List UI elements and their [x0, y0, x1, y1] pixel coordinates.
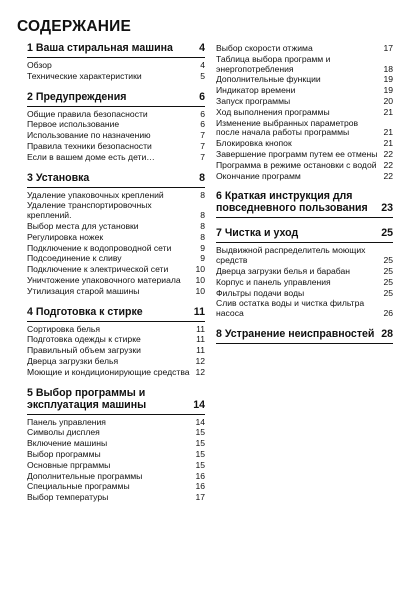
- toc-entry-title: Сортировка белья: [27, 323, 101, 334]
- toc-entry-title: Правила техники безопасности: [27, 140, 152, 151]
- toc-entry-page: 15: [195, 427, 205, 438]
- section-heading: [216, 328, 393, 344]
- toc-entry: [27, 276, 205, 286]
- toc-entry: [216, 55, 393, 75]
- toc-entry: [216, 119, 393, 139]
- toc-entry-title: Выбор программы: [27, 448, 101, 459]
- toc-entry-title: Включение машины: [27, 438, 108, 449]
- toc-entry: [216, 108, 393, 118]
- toc-entry-page: 8: [200, 220, 205, 231]
- toc-entry-page: 19: [383, 74, 393, 85]
- toc-entry-page: 20: [383, 95, 393, 106]
- toc-entry: [216, 172, 393, 182]
- toc-entry-title: Правильный объем загрузки: [27, 345, 141, 356]
- toc-entry-title: Слив остатка воды и чистка фильтра насоса: [216, 298, 365, 319]
- toc-entry-page: 10: [195, 274, 205, 285]
- toc-entry-page: 22: [383, 159, 393, 170]
- toc-entry-title: Блокировка кнопок: [216, 138, 292, 149]
- toc-entry-page: 14: [195, 416, 205, 427]
- section-title: 7 Чистка и уход: [216, 227, 299, 240]
- toc-entry: [216, 299, 393, 319]
- toc-entry-title: Обзор: [27, 60, 52, 70]
- toc-entry: [216, 139, 393, 149]
- section-title: 1 Ваша стиральная машина: [27, 42, 173, 54]
- toc-entry-page: 22: [383, 170, 393, 181]
- toc-entry-page: 16: [195, 481, 205, 492]
- toc-entry-page: 9: [200, 242, 205, 253]
- toc-entry: [216, 75, 393, 85]
- toc-entry-title: Технические характеристики: [27, 70, 142, 81]
- toc-entry-title: Общие правила безопасности: [27, 108, 148, 119]
- toc-entry-page: 15: [195, 459, 205, 470]
- toc-entry-page: 7: [200, 140, 205, 151]
- toc-entry: [27, 346, 205, 356]
- toc-section: [216, 227, 393, 319]
- toc-entry-page: 9: [200, 253, 205, 264]
- toc-entry-title: Основные прграммы: [27, 459, 111, 470]
- toc-entry: [216, 44, 393, 54]
- toc-entry-title: Утилизация старой машины: [27, 285, 140, 296]
- toc-entry-page: 18: [383, 63, 393, 74]
- toc-entry-title: Подключение к водопроводной сети: [27, 242, 172, 253]
- toc-entry: [27, 287, 205, 297]
- toc-entry-page: 8: [200, 231, 205, 242]
- section-page-number: 25: [381, 227, 393, 240]
- toc-section: [216, 328, 393, 344]
- toc-entry-page: 10: [195, 264, 205, 275]
- toc-entry-title: Дверца загрузки белья и барабан: [216, 265, 351, 276]
- toc-entry: [27, 153, 205, 163]
- toc-entry: [27, 61, 205, 71]
- section-page-number: 28: [381, 327, 393, 340]
- toc-entry-page: 15: [195, 448, 205, 459]
- section-page-number: 4: [199, 42, 205, 54]
- toc-entry-title: Выбор места для установки: [27, 220, 139, 231]
- toc-entry-title: Первое использование: [27, 119, 120, 130]
- toc-entry-title: Подготовка одежды к стирке: [27, 334, 141, 345]
- toc-entry-title: Выдвижной распределитель моющих средств: [216, 245, 366, 266]
- section-heading: [27, 387, 205, 415]
- toc-left-column: [27, 42, 205, 512]
- toc-entry: [27, 439, 205, 449]
- toc-entry-title: Символы дисплея: [27, 427, 100, 438]
- toc-entry-page: 11: [196, 334, 205, 345]
- toc-entry: [27, 201, 205, 221]
- toc-entry-page: 15: [195, 438, 205, 449]
- toc-entry-title: Фильтры подачи воды: [216, 287, 305, 298]
- toc-entry-title: Подсоединение к сливу: [27, 253, 122, 264]
- section-title: 5 Выбор программы и эксплуатация машины: [27, 386, 147, 411]
- toc-entry: [27, 335, 205, 345]
- section-title: 3 Установка: [27, 171, 90, 184]
- toc-entry-page: 10: [195, 285, 205, 296]
- toc-section: [27, 387, 205, 503]
- section-title: 6 Краткая инструкция для повседневного пользования: [216, 190, 368, 215]
- toc-entry-title: Завершение программ путем ее отмены: [216, 148, 378, 159]
- toc-entry-title: Индикатор времени: [216, 85, 296, 96]
- toc-entry: [216, 150, 393, 160]
- toc-entry-title: Удаление транспортировочных креплений.: [27, 200, 152, 221]
- toc-entry: [216, 246, 393, 266]
- toc-entry-title: Ход выполнения программы: [216, 106, 330, 117]
- section-page-number: 8: [199, 171, 205, 184]
- section-page-number: 6: [199, 90, 205, 103]
- toc-entry-page: 4: [200, 60, 205, 70]
- toc-entry-page: 11: [196, 345, 205, 356]
- toc-section: [27, 91, 205, 163]
- toc-section: [216, 190, 393, 218]
- toc-entry-title: Выбор скорости отжима: [216, 43, 313, 53]
- toc-entry-page: 21: [383, 106, 393, 117]
- toc-entry: [27, 233, 205, 243]
- toc-entry-title: Выбор температуры: [27, 492, 109, 503]
- toc-section: [27, 42, 205, 82]
- toc-entry: [216, 278, 393, 288]
- toc-entry-page: 11: [196, 323, 205, 334]
- toc-entry-page: 7: [200, 130, 205, 141]
- toc-entry: [216, 267, 393, 277]
- toc-section: [27, 306, 205, 378]
- section-page-number: 11: [193, 305, 205, 318]
- toc-entry: [27, 120, 205, 130]
- toc-entry: [27, 461, 205, 471]
- section-heading: [27, 91, 205, 107]
- toc-entry-title: Моющие и кондиционирующие средства: [27, 366, 190, 377]
- toc-entry: [27, 472, 205, 482]
- toc-entry-title: Изменение выбранных параметров после начала работы программы: [216, 117, 359, 138]
- toc-entry: [216, 86, 393, 96]
- toc-entry-title: Корпус и панель управления: [216, 276, 331, 287]
- toc-entry-page: 17: [195, 492, 205, 503]
- page-title: СОДЕРЖАНИЕ: [17, 18, 132, 35]
- toc-entry-title: Запуск программы: [216, 95, 291, 106]
- toc-entry: [27, 418, 205, 428]
- toc-entry-title: Дополнительные программы: [27, 470, 143, 481]
- toc-entry: [27, 265, 205, 275]
- toc-entry-page: 8: [200, 189, 205, 200]
- toc-entry-page: 26: [383, 308, 393, 319]
- toc-entry-page: 8: [200, 210, 205, 221]
- toc-entry-page: 12: [195, 366, 205, 377]
- toc-entry: [216, 289, 393, 299]
- toc-entry: [27, 191, 205, 201]
- section-title: 4 Подготовка к стирке: [27, 305, 143, 318]
- toc-entry-title: Дверца загрузки белья: [27, 355, 119, 366]
- section-title: 2 Предупреждения: [27, 90, 127, 103]
- section-heading: [27, 306, 205, 322]
- toc-entry: [216, 161, 393, 171]
- toc-entry-page: 5: [200, 70, 205, 81]
- toc-entry: [27, 244, 205, 254]
- toc-entry-title: Дополнительные функции: [216, 74, 321, 85]
- toc-entry: [27, 142, 205, 152]
- toc-entry: [27, 72, 205, 82]
- toc-entry-title: Подключение к электрической сети: [27, 264, 169, 275]
- toc-entry: [27, 368, 205, 378]
- section-heading: [216, 190, 393, 218]
- toc-entry-page: 22: [383, 148, 393, 159]
- toc-entry-title: Если в вашем доме есть дети…: [27, 151, 155, 162]
- toc-entry-title: Программа в режиме остановки с водой: [216, 159, 377, 170]
- toc-entry-page: 25: [383, 265, 393, 276]
- toc-entry-title: Удаление упаковочных креплений: [27, 189, 164, 200]
- toc-entry-title: Панель управления: [27, 416, 106, 427]
- toc-entry-title: Специальные программы: [27, 481, 130, 492]
- toc-entry-page: 25: [383, 255, 393, 266]
- toc-entry-title: Уничтожение упаковочного материала: [27, 274, 181, 285]
- section-heading: [27, 172, 205, 188]
- toc-entry-page: 16: [195, 470, 205, 481]
- toc-entry-title: Окончание программ: [216, 170, 301, 181]
- section-page-number: 23: [381, 202, 393, 215]
- section-page-number: 14: [193, 398, 205, 411]
- toc-entry: [27, 110, 205, 120]
- toc-entry: [27, 357, 205, 367]
- toc-entry: [216, 97, 393, 107]
- toc-entry-page: 25: [383, 276, 393, 287]
- toc-entry-page: 12: [195, 355, 205, 366]
- toc-entry-page: 17: [383, 43, 393, 53]
- toc-entry-page: 6: [200, 108, 205, 119]
- toc-entry: [27, 254, 205, 264]
- toc-entry: [27, 325, 205, 335]
- toc-entry-title: Использование по назначению: [27, 130, 151, 141]
- toc-entry-page: 6: [200, 119, 205, 130]
- section-heading: [216, 227, 393, 243]
- toc-entry: [27, 222, 205, 232]
- toc-entry-page: 25: [383, 287, 393, 298]
- toc-section: [216, 44, 393, 181]
- toc-entry: [27, 482, 205, 492]
- toc-entry-page: 19: [383, 85, 393, 96]
- section-title: 8 Устранение неисправностей: [216, 327, 375, 340]
- toc-entry-page: 21: [383, 138, 393, 149]
- toc-entry: [27, 428, 205, 438]
- toc-right-column: [216, 44, 393, 353]
- toc-entry: [27, 450, 205, 460]
- toc-section: [27, 172, 205, 297]
- toc-entry-page: 7: [200, 151, 205, 162]
- toc-entry-title: Регулировка ножек: [27, 231, 104, 242]
- toc-entry-title: Таблица выбора программ и энергопотребления: [216, 53, 331, 74]
- toc-entry: [27, 493, 205, 503]
- section-heading: [27, 42, 205, 58]
- toc-entry: [27, 131, 205, 141]
- toc-entry-page: 21: [383, 127, 393, 138]
